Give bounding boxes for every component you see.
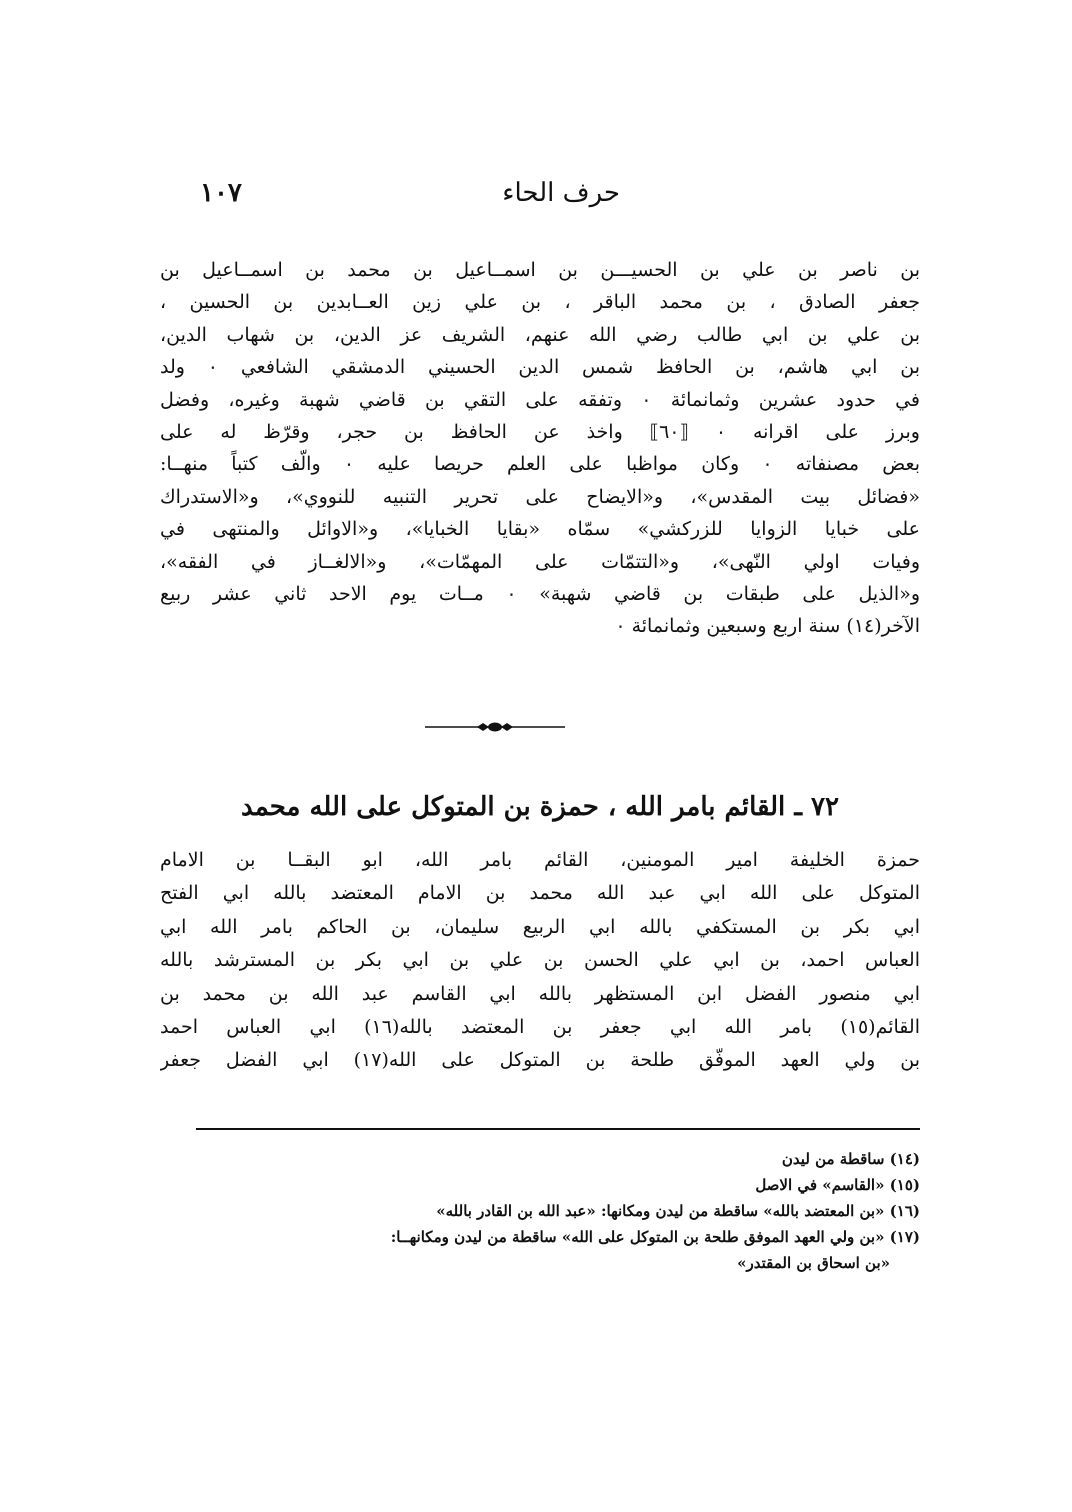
text-line: بن ناصر بن علي بن الحسيـــن بن اسمــاعيل بن محمد بن اسمــاعيل بن	[160, 259, 920, 281]
section-divider-ornament	[425, 720, 565, 734]
footnote-separator	[196, 1128, 920, 1130]
text-line: بعض مصنفاته ٠ وكان مواظبا على العلم حريصا عليه ٠ والّف كتباً منهــا:	[160, 453, 920, 476]
footnote-14: (١٤) ساقطة من ليدن	[781, 1150, 920, 1168]
text-line: الآخر(١٤) سنة اربع وسبعين وثمانمائة ٠	[615, 615, 920, 638]
text-line: ابي منصور الفضل ابن المستظهر بالله ابي القاسم عبد الله بن محمد بن	[160, 982, 920, 1005]
footnotes	[196, 1146, 920, 1276]
text-line: القائم(١٥) بامر الله ابي جعفر بن المعتضد بالله(١٦) ابي العباس احمد	[160, 1016, 920, 1039]
footnote-17-continuation: «بن اسحاق بن المقتدر»	[737, 1254, 890, 1272]
page-header	[200, 178, 920, 222]
text-line: المتوكل على الله ابي عبد الله محمد بن الامام المعتضد بالله ابي الفتح	[160, 882, 920, 905]
entry-title: ٧٢ ـ القائم بامر الله ، حمزة بن المتوكل على الله محمد	[241, 792, 839, 822]
text-line: بن ابي هاشم، بن الحافظ شمس الدين الحسيني الدمشقي الشافعي ٠ ولد	[160, 356, 920, 379]
footnote-16: (١٦) «بن المعتضد بالله» ساقطة من ليدن ومكانها: «عبد الله بن القادر بالله»	[436, 1202, 920, 1220]
page-number: ١٠٧	[200, 178, 242, 208]
footnote-15: (١٥) «القاسم» في الاصل	[755, 1176, 920, 1194]
running-head: حرف الحاء	[502, 178, 620, 208]
text-line: و«الذيل على طبقات بن قاضي شهبة» ٠ مــات يوم الاحد ثاني عشر ربيع	[160, 583, 920, 606]
footnote-17: (١٧) «بن ولي العهد الموفق طلحة بن المتوكل على الله» ساقطة من ليدن ومكانهــا:	[390, 1228, 920, 1246]
text-line: على خبايا الزوايا للزركشي» سمّاه «بقايا الخبايا»، و«الاوائل والمنتهى في	[160, 518, 920, 541]
text-line: ابي بكر بن المستكفي بالله ابي الربيع سليمان، بن الحاكم بامر الله ابي	[160, 915, 920, 938]
biography-paragraph-1	[160, 254, 920, 643]
biography-paragraph-2	[160, 844, 920, 1078]
text-line: في حدود عشرين وثمانمائة ٠ وتفقه على التقي بن قاضي شهبة وغيره، وفضل	[160, 388, 920, 411]
text-line: جعفر الصادق ، بن محمد الباقر ، بن علي زين العــابدين بن الحسين ،	[160, 291, 920, 314]
text-line: بن علي بن ابي طالب رضي الله عنهم، الشريف عز الدين، بن شهاب الدين،	[160, 323, 920, 346]
text-line: وفيات اولي النّهى»، و«التتمّات على المهمّات»، و«الالغــاز في الفقه»،	[160, 550, 920, 573]
text-line: «فضائل بيت المقدس»، و«الايضاح على تحرير التنبيه للنووي»، و«الاستدراك	[160, 485, 920, 508]
text-line: وبرز على اقرانه ٠ ⟦٦٠⟧ واخذ عن الحافظ بن حجر، وقرّظ له على	[160, 421, 920, 444]
text-line: حمزة الخليفة امير المومنين، القائم بامر الله، ابو البقــا بن الامام	[160, 849, 920, 871]
text-line: العباس احمد، بن ابي علي الحسن بن علي بن ابي بكر بن المسترشد بالله	[160, 949, 920, 972]
text-line: بن ولي العهد الموفّق طلحة بن المتوكل على الله(١٧) ابي الفضل جعفر	[160, 1049, 920, 1072]
